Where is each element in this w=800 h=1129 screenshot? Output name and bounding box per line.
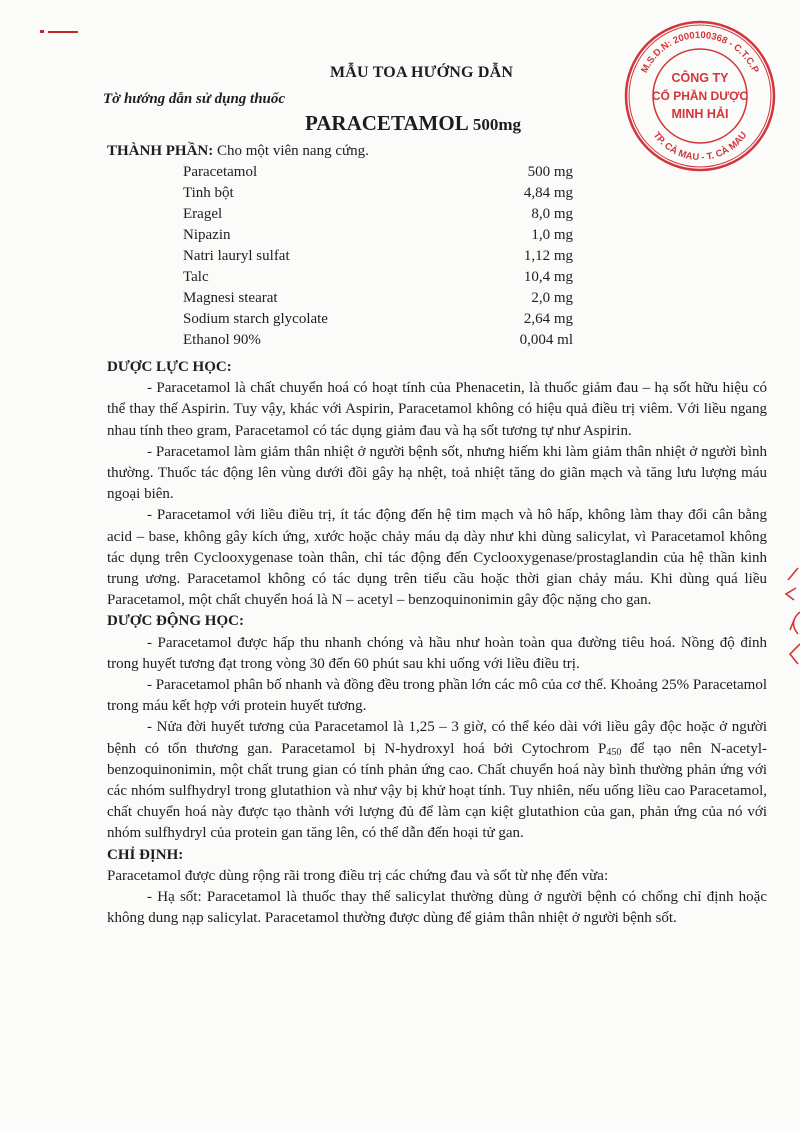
- svg-text:MINH HẢI: MINH HẢI: [671, 107, 729, 121]
- product-title: [305, 111, 521, 136]
- pharmacodynamics-paragraph-1: - Paracetamol là chất chuyển hoá có hoạt tính của Phenacetin, là thuốc giảm đau – hạ sốt hữu hiệu có thể thay thế Aspirin. Tuy vậy, khác với Aspirin, Paracetamol không có hiệu quả điều trị viêm. Với liều ngang nhau tính theo gram, Paracetamol có tác dụng giảm đau và hạ sốt tương tự như Aspirin.: [107, 380, 767, 439]
- ingredient-row: [183, 204, 573, 225]
- indications-paragraph-1: - Hạ sốt: Paracetamol là thuốc thay thế salicylat thường dùng ở người bệnh có chống chỉ định hoặc không dung nạp salicylat. Paracetamol thường được dùng để giảm thân nhiệt ở người bệnh sốt.: [107, 889, 767, 927]
- ingredient-amount: 4,84 mg: [523, 185, 573, 201]
- pharmacodynamics-paragraph-3: - Paracetamol với liều điều trị, ít tác động đến hệ tim mạch và hô hấp, không làm thay đổi cân bằng acid – base, không gây kích ứng, xước hoặc chảy máu dạ dày như khi dùng salicylat, vì Paracetamol không tác dụng trên Cyclooxygenase toàn thân, chỉ tác động đến Cyclooxygenase/prostaglandin của hệ thần kinh trung ương. Paracetamol không có tác dụng trên tiểu cầu hoặc thời gian chảy máu. Khi dùng quá liều Paracetamol, một chất chuyển hoá là N – acetyl – benzoquinonimin gây độc nặng cho gan.: [107, 507, 767, 609]
- document-title: MẪU TOA HƯỚNG DẪN: [330, 64, 514, 81]
- pharmacodynamics-paragraph-2: - Paracetamol làm giảm thân nhiệt ở người bệnh sốt, nhưng hiếm khi làm giảm thân nhiệt ở người bình thường. Thuốc tác động lên vùng dưới đồi gây hạ nhệt, toả nhiệt tăng do giãn mạch và tăng lưu lượng máu ngoại biên.: [107, 443, 767, 503]
- ingredient-list: [183, 162, 573, 351]
- ingredient-amount: 0,004 ml: [519, 332, 573, 348]
- ingredient-name: Magnesi stearat: [183, 290, 278, 306]
- composition-label: THÀNH PHẦN:: [107, 143, 214, 159]
- ingredient-row: [183, 267, 573, 288]
- document-subtitle: Tờ hướng dẫn sử dụng thuốc: [103, 91, 286, 107]
- product-name: PARACETAMOL: [305, 111, 468, 135]
- ingredient-row: [183, 162, 573, 183]
- partial-stamp-edge: [784, 560, 800, 680]
- ingredient-amount: 8,0 mg: [531, 206, 573, 222]
- pharmacokinetics-paragraph-2: - Paracetamol phân bố nhanh và đồng đều trong phần lớn các mô của cơ thể. Khoảng 25% Paracetamol trong máu kết hợp với protein huyết tương.: [107, 677, 767, 715]
- composition-intro: Cho một viên nang cứng.: [217, 143, 369, 159]
- ingredient-amount: 500 mg: [527, 164, 573, 180]
- ingredient-name: Talc: [183, 269, 209, 285]
- composition-heading: [107, 143, 369, 160]
- document-body: [107, 357, 767, 929]
- ingredient-row: [183, 225, 573, 246]
- ingredient-row: [183, 183, 573, 204]
- ingredient-amount: 1,0 mg: [531, 227, 573, 243]
- indications-intro: Paracetamol được dùng rộng rãi trong điều trị các chứng đau và sốt từ nhẹ đến vừa:: [107, 867, 609, 884]
- svg-text:TP. CÀ MAU - T. CÀ MAU: TP. CÀ MAU - T. CÀ MAU: [650, 129, 750, 164]
- ingredient-name: Paracetamol: [183, 164, 258, 180]
- pk-paragraph-3-part-a: - Nửa đời huyết tương của Paracetamol là 1,25 – 3 giờ, có thể kéo dài với liều gây độc hoặc ở người bệnh có tổn thương gan. Paracetamol bị N-hydroxyl hoá bởi Cytochrom P: [107, 719, 767, 757]
- svg-text:CÔNG TY: CÔNG TY: [671, 71, 729, 85]
- ingredient-name: Eragel: [183, 206, 223, 222]
- pharmacokinetics-paragraph-1: - Paracetamol được hấp thu nhanh chóng và hầu như hoàn toàn qua đường tiêu hoá. Nồng độ đỉnh trong huyết tương đạt trong vòng 30 đến 60 phút sau khi uống với liều điều trị.: [107, 634, 767, 672]
- ingredient-row: [183, 288, 573, 309]
- pk-paragraph-3-part-b: để tạo nên N-acetyl-benzoquinonimin, một chất trung gian có tính phản ứng cao. Chất chuyển hoá này bình thường phản ứng với các nhóm sulfhydryl trong glutathion và như vậy bị khử hoạt tính. Tuy nhiên, nếu uống liều cao Paracetamol, chất chuyển hoá này được tạo thành với lượng đủ để làm cạn kiệt glutathion của gan, phản ứng của nó với nhóm sulfhydryl của protein gan tăng lên, có thể dẫn đến hoại tử gan.: [107, 740, 767, 842]
- svg-text:CỔ PHẦN DƯỢC: CỔ PHẦN DƯỢC: [651, 89, 749, 103]
- ingredient-amount: 2,0 mg: [531, 290, 573, 306]
- pharmacokinetics-paragraph-3: [107, 717, 767, 844]
- ingredient-amount: 10,4 mg: [523, 269, 573, 285]
- ingredient-amount: 2,64 mg: [523, 311, 573, 327]
- product-dose: 500mg: [472, 115, 521, 134]
- ingredient-row: [183, 246, 573, 267]
- ingredient-row: [183, 309, 573, 330]
- ingredient-name: Sodium starch glycolate: [183, 311, 328, 327]
- ingredient-name: Natri lauryl sulfat: [183, 248, 290, 264]
- ingredient-name: Nipazin: [183, 227, 231, 243]
- svg-text:M.S.D.N: 2000100368 - C.T.C.P: M.S.D.N: 2000100368 - C.T.C.P: [639, 29, 761, 75]
- pharmacokinetics-heading: DƯỢC ĐỘNG HỌC:: [107, 613, 244, 630]
- ingredient-name: Tinh bột: [183, 185, 234, 201]
- ingredient-row: [183, 330, 573, 351]
- indications-heading: CHỈ ĐỊNH:: [107, 846, 184, 863]
- company-seal-stamp: [622, 18, 778, 174]
- corner-mark: [40, 30, 78, 33]
- cytochrome-subscript: 450: [606, 746, 622, 758]
- pharmacodynamics-heading: DƯỢC LỰC HỌC:: [107, 359, 232, 375]
- ingredient-amount: 1,12 mg: [523, 248, 573, 264]
- ingredient-name: Ethanol 90%: [183, 332, 261, 348]
